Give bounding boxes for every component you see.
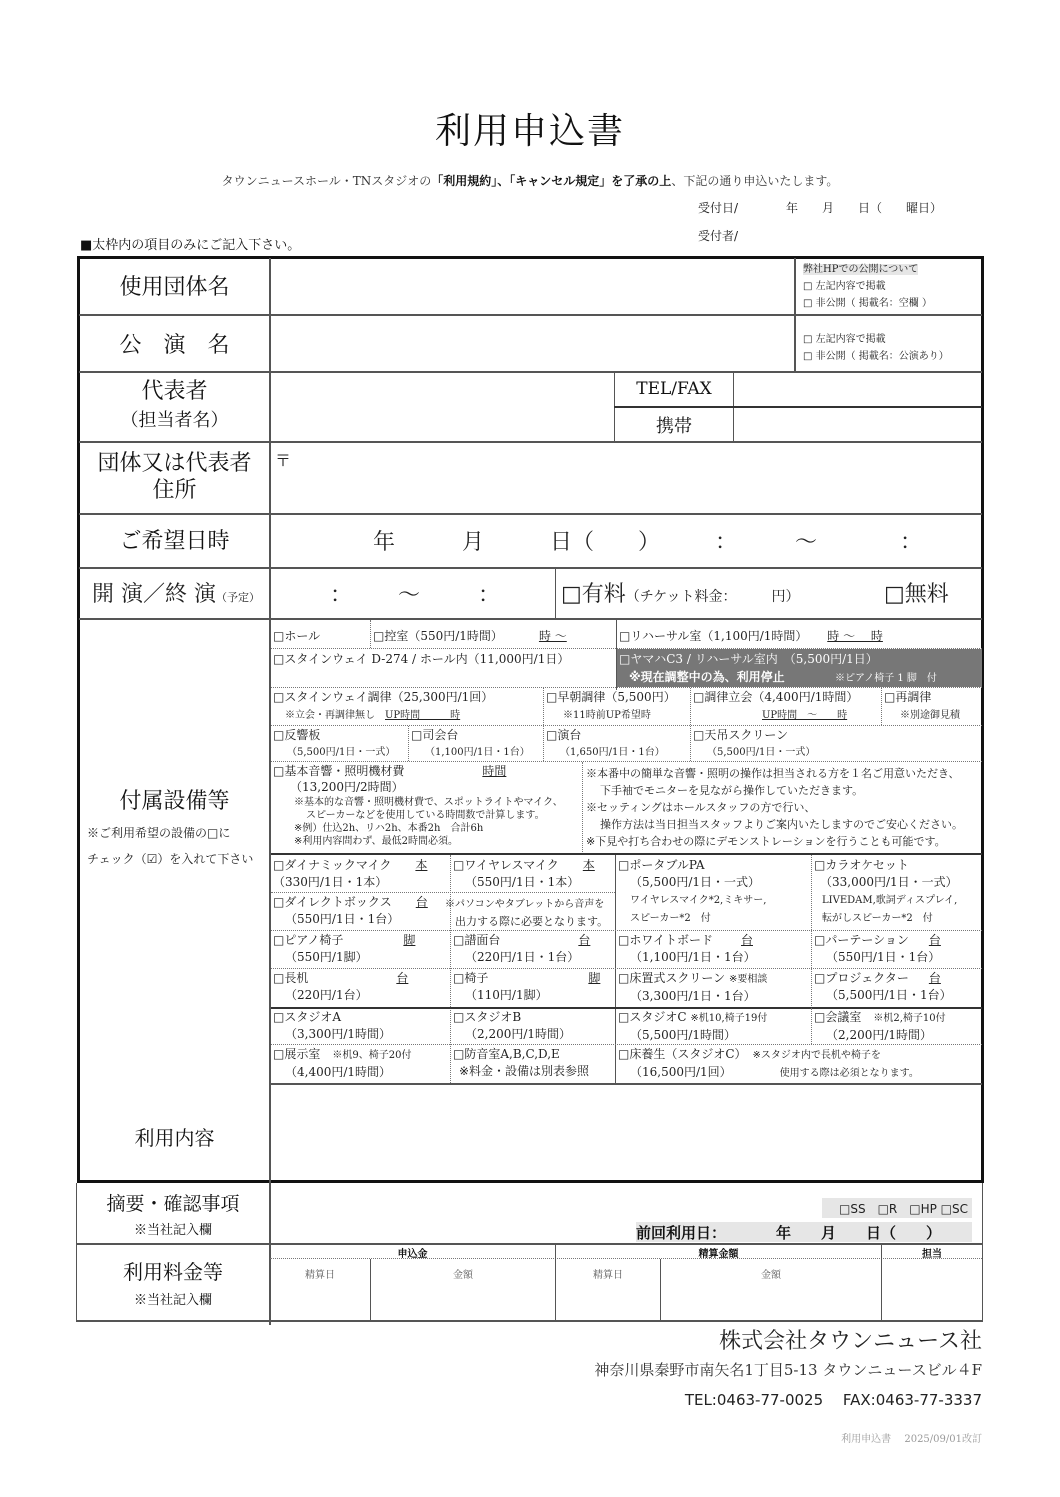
mc-stand-checkbox[interactable]: □司会台 （1,100円/1日・1台） xyxy=(411,728,530,758)
showtime-label: 開 演／終 演（予定） xyxy=(92,582,260,607)
waiting-room-checkbox[interactable]: □控室（550円/1時間） 時 ～ xyxy=(373,629,567,643)
deposit-date-header: 精算日 xyxy=(305,1270,335,1281)
free-checkbox[interactable]: □無料 xyxy=(884,582,949,607)
date-label: ご希望日時 xyxy=(119,529,230,554)
performance-input[interactable] xyxy=(271,316,793,370)
direct-box-checkbox[interactable]: □ダイレクトボックス 台 （550円/1日・1台） xyxy=(273,895,428,926)
representative-label: 代表者 （担当者名） xyxy=(120,379,229,431)
summary-label: 摘要・確認事項 xyxy=(106,1193,240,1215)
last-use-row: 前回利用日： 年 月 日（ ） xyxy=(636,1222,972,1242)
settlement-header: 精算金額 xyxy=(698,1249,739,1260)
form-revision: 利用申込書 2025/09/01改訂 xyxy=(841,1434,982,1445)
org-name-label: 使用団体名 xyxy=(119,275,230,300)
studio-a-checkbox[interactable]: □スタジオA （3,300円/1時間） xyxy=(273,1010,392,1041)
reflector-checkbox[interactable]: □反響板 （5,500円/1日・一式） xyxy=(273,728,396,758)
company-contact: TEL:0463-77-0025 FAX:0463-77-3337 xyxy=(684,1391,982,1409)
early-tuning-checkbox[interactable]: □早朝調律（5,500円） xyxy=(546,690,676,704)
org-name-input[interactable] xyxy=(271,258,793,314)
deposit-amount-header: 金額 xyxy=(453,1270,473,1281)
partition-checkbox[interactable]: □パーテーション 台 （550円/1日・1台） xyxy=(814,933,941,964)
fee-office-note: ※当社記入欄 xyxy=(133,1293,212,1308)
telfax-input[interactable] xyxy=(735,373,981,405)
office-flags[interactable]: □SS □R □HP □SC xyxy=(822,1198,972,1218)
publish-perf-options xyxy=(803,331,949,365)
performance-label: 公 演 名 xyxy=(119,333,230,358)
karaoke-checkbox[interactable]: □カラオケセット （33,000円/1日・一式） LIVEDAM,歌詞ディスプレイ, 転がしスピーカー*2 付 xyxy=(814,858,958,924)
direct-box-note: ※パソコンやタブレットから音声を 出力する際に必要となります。 xyxy=(445,899,609,928)
date-colon-end: ： xyxy=(900,530,923,555)
show-colon-end: ： xyxy=(478,583,501,608)
postal-mark: 〒 xyxy=(275,451,292,470)
usage-input[interactable] xyxy=(272,1086,980,1178)
piano-chair-checkbox[interactable]: □ピアノ椅子 脚 （550円/1脚） xyxy=(273,933,416,964)
podium-checkbox[interactable]: □演台 （1,650円/1日・1台） xyxy=(546,728,665,758)
steinway-checkbox[interactable]: □スタインウェイ D-274 / ホール内（11,000円/1日） xyxy=(273,652,570,666)
publish-org-opt2[interactable]: □ 非公開（ 掲載名：空欄 ） xyxy=(803,298,932,309)
fee-label: 利用料金等 xyxy=(123,1260,223,1284)
projector-checkbox[interactable]: □プロジェクター 台 （5,500円/1日・1台） xyxy=(814,971,952,1002)
date-tilde: ～ xyxy=(795,530,818,555)
soundproof-room-checkbox[interactable]: □防音室A,B,C,D,E ※料金・設備は別表参照 xyxy=(453,1047,590,1078)
address-input[interactable] xyxy=(290,443,980,511)
received-date: 受付日/ 年 月 日（ 曜日） xyxy=(698,201,943,215)
chair-checkbox[interactable]: □椅子 脚 （110円/1脚） xyxy=(453,971,601,1002)
yamaha-chair-note: ※ピアノ椅子 1 脚 付 xyxy=(835,673,937,684)
usage-label: 利用内容 xyxy=(134,1126,215,1150)
operation-notes: ※本番中の簡単な音響・照明の操作は担当される方を１名ご用意いただき、 下手袖でモニターを見ながら操作していただきます。 ※セッティングはホールスタッフの方で行い、 操作方法は当日担当スタッフよりご案内いたしますのでご安心ください。 ※下見や打ち合わせの際にデモンストレーションを行うことも可能です。 xyxy=(586,767,963,848)
paid-checkbox[interactable]: □有料（チケット料金： 円） xyxy=(561,582,800,607)
company-address: 神奈川県秦野市南矢名1丁目5-13 タウンニュースビル４F xyxy=(594,1361,982,1379)
equipment-note: ※ご利用希望の設備の□に チェック（☑）を入れて下さい xyxy=(87,826,254,866)
date-colon-start: ： xyxy=(715,530,738,555)
yamaha-checkbox: □ヤマハC3 / リハーサル室内 （5,500円/1日） xyxy=(619,652,878,666)
portable-pa-checkbox[interactable]: □ポータブルPA （5,500円/1日・一式） ワイヤレスマイク*2,ミキサー, スピーカー*2 付 xyxy=(618,858,767,924)
meeting-room-checkbox[interactable]: □会議室 ※机2,椅子10付 （2,200円/1時間） xyxy=(814,1010,946,1042)
date-year: 年 xyxy=(373,530,396,555)
settlement-date-header: 精算日 xyxy=(593,1270,623,1281)
publish-perf-opt1[interactable]: □ 左記内容で掲載 xyxy=(803,334,886,345)
floor-screen-checkbox[interactable]: □床置式スクリーン ※要相談 （3,300円/1日・1台） xyxy=(618,971,768,1003)
ceiling-screen-checkbox[interactable]: □天吊スクリーン （5,500円/1日・一式） xyxy=(693,728,816,758)
intro-text: タウンニュースホール・TNスタジオの「利用規約」、「キャンセル規定」を了承の上、下記の通り申込いたします。 xyxy=(221,174,839,188)
company-name: 株式会社タウンニュース社 xyxy=(719,1329,982,1354)
studio-b-checkbox[interactable]: □スタジオB （2,200円/1時間） xyxy=(453,1010,572,1041)
music-stand-checkbox[interactable]: □譜面台 台 （220円/1日・1台） xyxy=(453,933,591,964)
retuning-checkbox[interactable]: □再調律 xyxy=(884,690,932,704)
whiteboard-checkbox[interactable]: □ホワイトボード 台 （1,100円/1日・1台） xyxy=(618,933,756,964)
telfax-label: TEL/FAX xyxy=(636,379,712,399)
basic-av-notes: ※基本的な音響・照明機材費で、スポットライトやマイク、 スピーカーなどを使用している時間数で計算します。 ※例）仕込2h、リハ2h、本番2h 合計6h ※利用内容問わず、最低2時間必須。 xyxy=(294,797,563,847)
tuning-attend-up: UP時間 ～ 時 xyxy=(762,710,848,721)
tuning-attend-checkbox[interactable]: □調律立会（4,400円/1時間） xyxy=(693,690,859,704)
exhibition-room-checkbox[interactable]: □展示室 ※机9、椅子20付 （4,400円/1時間） xyxy=(273,1047,412,1079)
page-title: 利用申込書 xyxy=(434,111,625,152)
deposit-header: 申込金 xyxy=(397,1249,428,1260)
equipment-label: 付属設備等 xyxy=(119,789,230,814)
tuning-checkbox[interactable]: □スタインウェイ調律（25,300円/1回） xyxy=(273,690,494,704)
mobile-label: 携帯 xyxy=(656,416,692,437)
floor-protection-checkbox[interactable]: □床養生（スタジオC） ※スタジオ内で長机や椅子を （16,500円/1回） 使用する際は必須となります。 xyxy=(618,1047,919,1079)
show-tilde: ～ xyxy=(398,583,421,608)
date-month: 月 xyxy=(462,530,485,555)
received-by: 受付者/ xyxy=(698,229,739,243)
settlement-amount-header: 金額 xyxy=(761,1270,781,1281)
address-label: 団体又は代表者 住所 xyxy=(97,451,252,503)
tuning-note: ※立会・再調律無し UP時間 時 xyxy=(285,710,461,721)
wireless-mic-checkbox[interactable]: □ワイヤレスマイク 本 （550円/1日・1本） xyxy=(453,858,595,889)
mobile-input[interactable] xyxy=(735,408,981,440)
early-tuning-note: ※11時前UP希望時 xyxy=(563,710,651,721)
hall-checkbox[interactable]: □ホール xyxy=(273,629,321,643)
publish-org-opt1[interactable]: □ 左記内容で掲載 xyxy=(803,281,886,292)
show-colon-start: ： xyxy=(330,583,353,608)
staff-header: 担当 xyxy=(922,1249,942,1260)
fill-notice: ■太枠内の項目のみにご記入下さい。 xyxy=(80,238,301,253)
publish-org-options xyxy=(803,261,932,312)
publish-perf-opt2[interactable]: □ 非公開（ 掲載名：公演あり） xyxy=(803,351,949,362)
rehearsal-room-checkbox[interactable]: □リハーサル室（1,100円/1時間） 時 ～ 時 xyxy=(619,629,883,643)
yamaha-suspended-note: ※現在調整中の為、利用停止 xyxy=(629,670,785,684)
dynamic-mic-checkbox[interactable]: □ダイナミックマイク 本 （330円/1日・1本） xyxy=(273,858,428,889)
representative-input[interactable] xyxy=(271,373,613,440)
summary-office-note: ※当社記入欄 xyxy=(133,1223,212,1238)
studio-c-checkbox[interactable]: □スタジオC ※机10,椅子19付 （5,500円/1時間） xyxy=(618,1010,768,1042)
basic-av-checkbox[interactable]: □基本音響・照明機材費 時間 xyxy=(273,764,507,778)
retuning-note: ※別途御見積 xyxy=(900,710,960,721)
basic-av-price: （13,200円/2時間） xyxy=(290,780,404,794)
publish-heading: 弊社HPでの公開について xyxy=(803,264,919,275)
long-desk-checkbox[interactable]: □長机 台 （220円/1台） xyxy=(273,971,409,1002)
date-day: 日（ ） xyxy=(550,530,661,555)
